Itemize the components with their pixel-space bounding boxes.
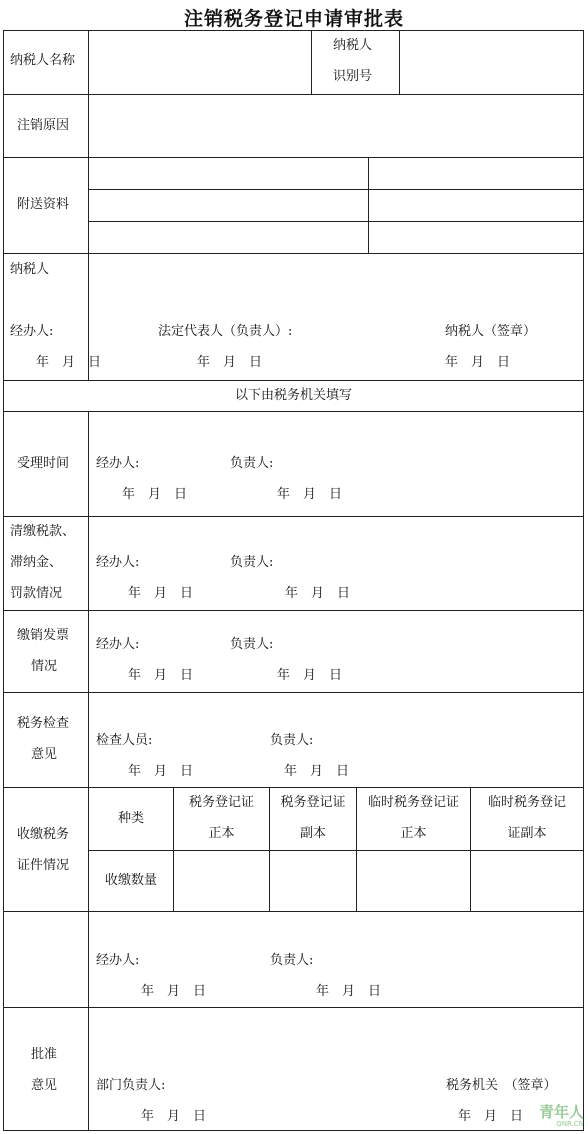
frame-left: [3, 30, 4, 1131]
invoice-label: 缴销发票: [17, 628, 70, 643]
row-line: [88, 221, 584, 222]
watermark-subtext: QNR.CN: [556, 1120, 584, 1128]
certificate-type-header: 税务登记证: [280, 795, 346, 810]
certificate-type-header: 证副本: [507, 826, 547, 841]
frame-top: [3, 30, 584, 31]
settlement-label: 滞纳金、: [10, 555, 63, 570]
date-line: 年 月 日: [128, 668, 194, 683]
form-title: 注销税务登记申请审批表: [183, 8, 404, 30]
settlement-label: 清缴税款、: [10, 524, 76, 539]
acceptance-label: 受理时间: [17, 456, 70, 471]
col-line: [399, 30, 400, 94]
certificate-type-header: 税务登记证: [188, 795, 254, 810]
certificate-type-header: 临时税务登记: [487, 795, 566, 810]
row-line: [3, 380, 584, 381]
certificates-label: 收缴税务: [17, 827, 70, 842]
date-line: 年 月 日: [445, 355, 511, 370]
attached-docs-field[interactable]: [90, 191, 366, 219]
responsible-label: 负责人:: [270, 953, 314, 968]
certificate-count-field[interactable]: [175, 852, 268, 909]
date-line: 年 月 日: [197, 355, 263, 370]
certificate-count-field[interactable]: [271, 852, 355, 909]
certificate-count-label: 收缴数量: [104, 873, 157, 888]
inspector-label: 检查人员:: [96, 733, 153, 748]
date-line: 年 月 日: [284, 764, 350, 779]
taxpayer-section-heading: 纳税人: [10, 262, 50, 277]
row-line: [88, 850, 584, 851]
col-line: [368, 157, 369, 253]
invoice-label: 情况: [31, 659, 58, 674]
row-line: [3, 253, 584, 254]
responsible-label: 负责人:: [230, 637, 274, 652]
handler-label: 经办人:: [96, 555, 140, 570]
handler-label: 经办人:: [10, 324, 54, 339]
taxpayer-id-label: 纳税人: [333, 38, 373, 53]
certificate-kind-label: 种类: [117, 811, 144, 826]
responsible-label: 负责人:: [230, 555, 274, 570]
date-line: 年 月 日: [122, 487, 188, 502]
settlement-label: 罚款情况: [10, 586, 63, 601]
responsible-label: 负责人:: [270, 733, 314, 748]
attached-docs-field[interactable]: [370, 223, 582, 251]
legal-rep-label: 法定代表人（负责人）:: [158, 324, 293, 339]
taxpayer-seal-label: 纳税人（签章）: [445, 324, 537, 339]
row-line: [88, 189, 584, 190]
dept-head-label: 部门负责人:: [96, 1078, 166, 1093]
handler-label: 经办人:: [96, 637, 140, 652]
date-line: 年 月 日: [316, 984, 382, 999]
row-line: [3, 94, 584, 95]
row-line: [3, 516, 584, 517]
taxpayer-id-label: 识别号: [333, 69, 373, 84]
date-line: 年 月 日: [141, 1109, 207, 1124]
date-line: 年 月 日: [128, 586, 194, 601]
attached-docs-field[interactable]: [90, 223, 366, 251]
date-line: 年 月 日: [36, 355, 102, 370]
date-line: 年 月 日: [128, 764, 194, 779]
certificate-type-header: 正本: [400, 826, 427, 841]
date-line: 年 月 日: [285, 586, 351, 601]
row-line: [3, 787, 584, 788]
inspection-label: 意见: [31, 747, 58, 762]
col-line: [88, 411, 89, 1130]
date-line: 年 月 日: [458, 1109, 524, 1124]
attached-docs-field[interactable]: [370, 191, 582, 219]
row-line: [3, 157, 584, 158]
cancel-reason-label: 注销原因: [17, 118, 70, 133]
row-line: [3, 911, 584, 912]
row-line: [3, 692, 584, 693]
row-line: [3, 411, 584, 412]
certificates-label: 证件情况: [17, 858, 70, 873]
frame-right: [583, 30, 584, 1131]
attached-docs-field[interactable]: [90, 159, 366, 187]
inspection-label: 税务检查: [17, 716, 70, 731]
certificate-type-header: 正本: [208, 826, 235, 841]
certificate-type-header: 临时税务登记证: [367, 795, 459, 810]
taxpayer-name-field[interactable]: [90, 32, 309, 92]
approval-label: 意见: [31, 1078, 58, 1093]
responsible-label: 负责人:: [230, 456, 274, 471]
approval-label: 批准: [31, 1047, 58, 1062]
cancel-reason-field[interactable]: [90, 96, 582, 155]
row-line: [3, 610, 584, 611]
handler-label: 经办人:: [96, 953, 140, 968]
taxpayer-id-field[interactable]: [401, 32, 581, 92]
certificate-count-field[interactable]: [358, 852, 469, 909]
date-line: 年 月 日: [141, 984, 207, 999]
col-line: [88, 30, 89, 380]
attached-docs-label: 附送资料: [17, 197, 70, 212]
col-line: [311, 30, 312, 94]
tax-authority-banner: 以下由税务机关填写: [234, 388, 352, 403]
watermark-text: 青年人: [538, 1103, 584, 1121]
site-watermark: [539, 1101, 584, 1128]
attached-docs-field[interactable]: [370, 159, 582, 187]
date-line: 年 月 日: [277, 487, 343, 502]
certificate-type-header: 副本: [299, 826, 326, 841]
taxpayer-name-label: 纳税人名称: [10, 53, 76, 68]
frame-bottom: [3, 1130, 584, 1131]
handler-label: 经办人:: [96, 456, 140, 471]
authority-seal-label: 税务机关 （签章）: [446, 1078, 557, 1093]
row-line: [3, 1007, 584, 1008]
certificate-count-field[interactable]: [472, 852, 582, 909]
date-line: 年 月 日: [277, 668, 343, 683]
